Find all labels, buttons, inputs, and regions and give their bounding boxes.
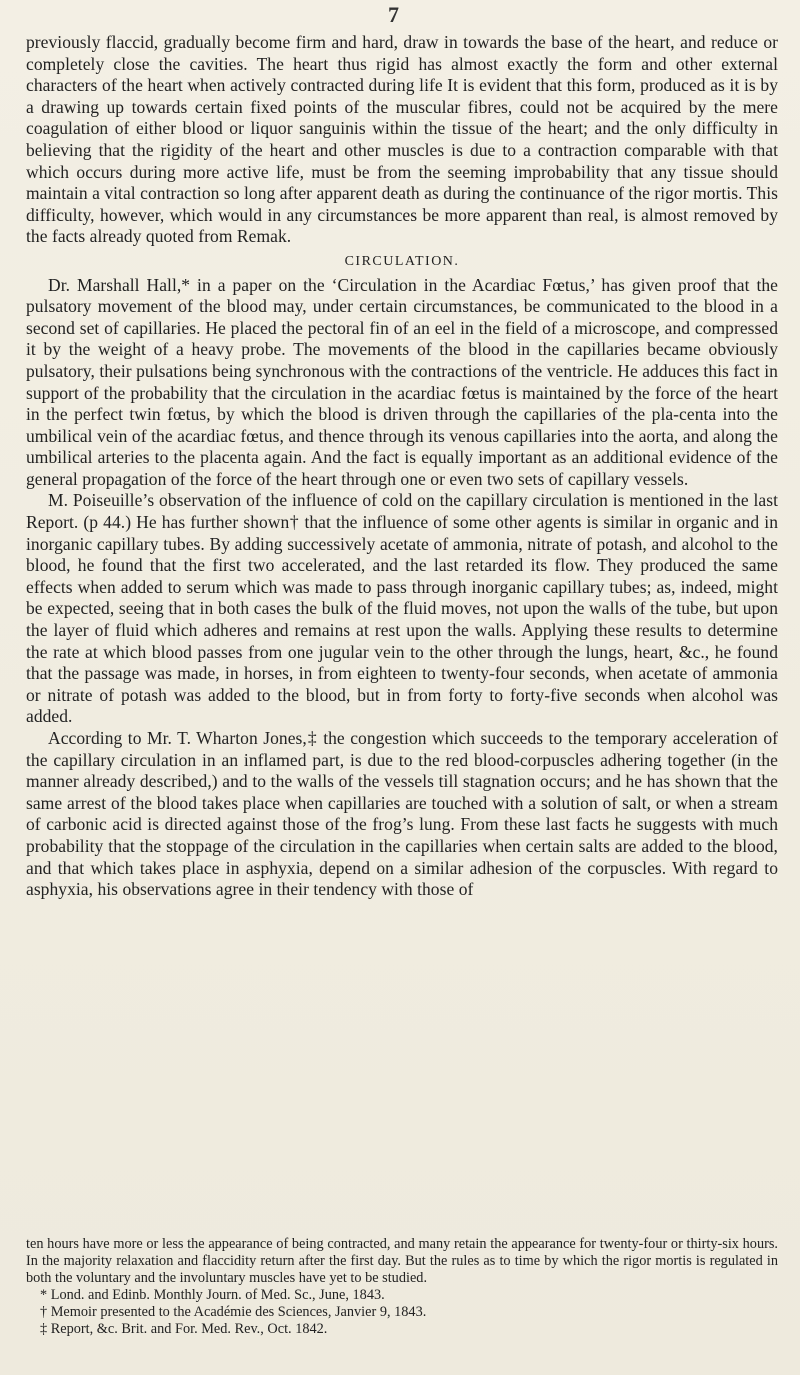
footnotes [26, 1236, 778, 1338]
footnote-wharton-jones: ‡ Report, &c. Brit. and For. Med. Rev., Oct. 1842. [40, 1321, 328, 1337]
paragraph-marshall-hall: Dr. Marshall Hall,* in a paper on the ‘Circulation in the Acardiac Fœtus,’ has given proof that the pulsatory movement of the blood may, under certain circumstances, be communicated to the blood in a second set of capillaries. He placed the pectoral fin of an eel in the field of a microscope, and compressed it by the weight of a heavy probe. The movements of the blood in the capillaries became obviously pulsatory, their pulsations being synchronous with the contractions of the ventricle. He adduces this fact in support of the probability that the circulation in the acardiac fœtus is maintained by the force of the heart in the perfect twin fœtus, by which the blood is driven through the capillaries of the pla-centa into the umbilical vein of the acardiac fœtus, and thence through its venous capillaries into the aorta, and along the umbilical arteries to the placenta again. And the fact is equally important as an additional evidence of the general propagation of the force of the heart through one or even two sets of capillary vessels. [26, 274, 778, 489]
paragraph-rigor-mortis: previously flaccid, gradually become firm and hard, draw in towards the base of the heart, and reduce or completely close the cavities. The heart thus rigid has almost exactly the form and other external characters of the heart when actively contracted during life It is evident that this form, produced as it is by a drawing up towards certain fixed points of the muscular fibres, could not be acquired by the mere coagulation of either blood or liquor sanguinis within the tissue of the heart; and the only difficulty in believing that the rigidity of the heart and other muscles is due to a contraction comparable with that which occurs during more active life, must be from the seeming improbability that any tissue should maintain a vital contraction so long after apparent death as during the continuance of the rigor mortis. This difficulty, however, which would in any circumstances be more apparent than real, is almost removed by the facts already quoted from Remak. [26, 32, 778, 247]
paragraph-wharton-jones: According to Mr. T. Wharton Jones,‡ the congestion which succeeds to the temporary acceleration of the capillary circulation in an inflamed part, is due to the red blood-corpuscles adhering together (in the manner already described,) and to the walls of the vessels till stagnation occurs; and he has shown that the same arrest of the blood takes place when capillaries are touched with a solution of salt, or when a stream of carbonic acid is directed against those of the frog’s lung. From these last facts he suggests with much probability that the stoppage of the circulation in the capillaries when certain salts are added to the blood, and that which takes place in asphyxia, depend on a similar adhesion of the corpuscles. With regard to asphyxia, his observations agree in their tendency with those of [26, 728, 778, 900]
section-heading-circulation: CIRCULATION. [344, 253, 460, 269]
footnote-marshall-hall: * Lond. and Edinb. Monthly Journ. of Med. Sc., June, 1843. [40, 1287, 385, 1303]
footnote-poiseuille: † Memoir presented to the Académie des Sciences, Janvier 9, 1843. [40, 1304, 427, 1320]
main-text [26, 32, 778, 901]
footnote-continuation: ten hours have more or less the appearance of being contracted, and many retain the appearance for twenty-four or thirty-six hours. In the majority relaxation and flaccidity return after the first day. But the rules as to time by which the rigor mortis is regulated in both the voluntary and the involuntary muscles have yet to be studied. [26, 1236, 778, 1286]
page-number: 7 [388, 2, 399, 27]
paragraph-poiseuille: M. Poiseuille’s observation of the influence of cold on the capillary circulation is mentioned in the last Report. (p 44.) He has further shown† that the influence of some other agents is similar in organic and in inorganic capillary tubes. By adding successively acetate of ammonia, nitrate of potash, and alcohol to the blood, he found that the first two accelerated, and the last retarded its flow. They produced the same effects when added to serum which was made to pass through inorganic capillary tubes; as, indeed, might be expected, seeing that in both cases the bulk of the fluid moves, not upon the walls of the tube, but upon the layer of fluid which adheres and remains at rest upon the walls. Applying these results to determine the rate at which blood passes from one jugular vein to the other through the lungs, heart, &c., he found that the passage was made, in horses, in from eighteen to twenty-four seconds, when acetate of ammonia or nitrate of potash was added to the blood, but in from forty to forty-five seconds when alcohol was added. [26, 490, 778, 727]
